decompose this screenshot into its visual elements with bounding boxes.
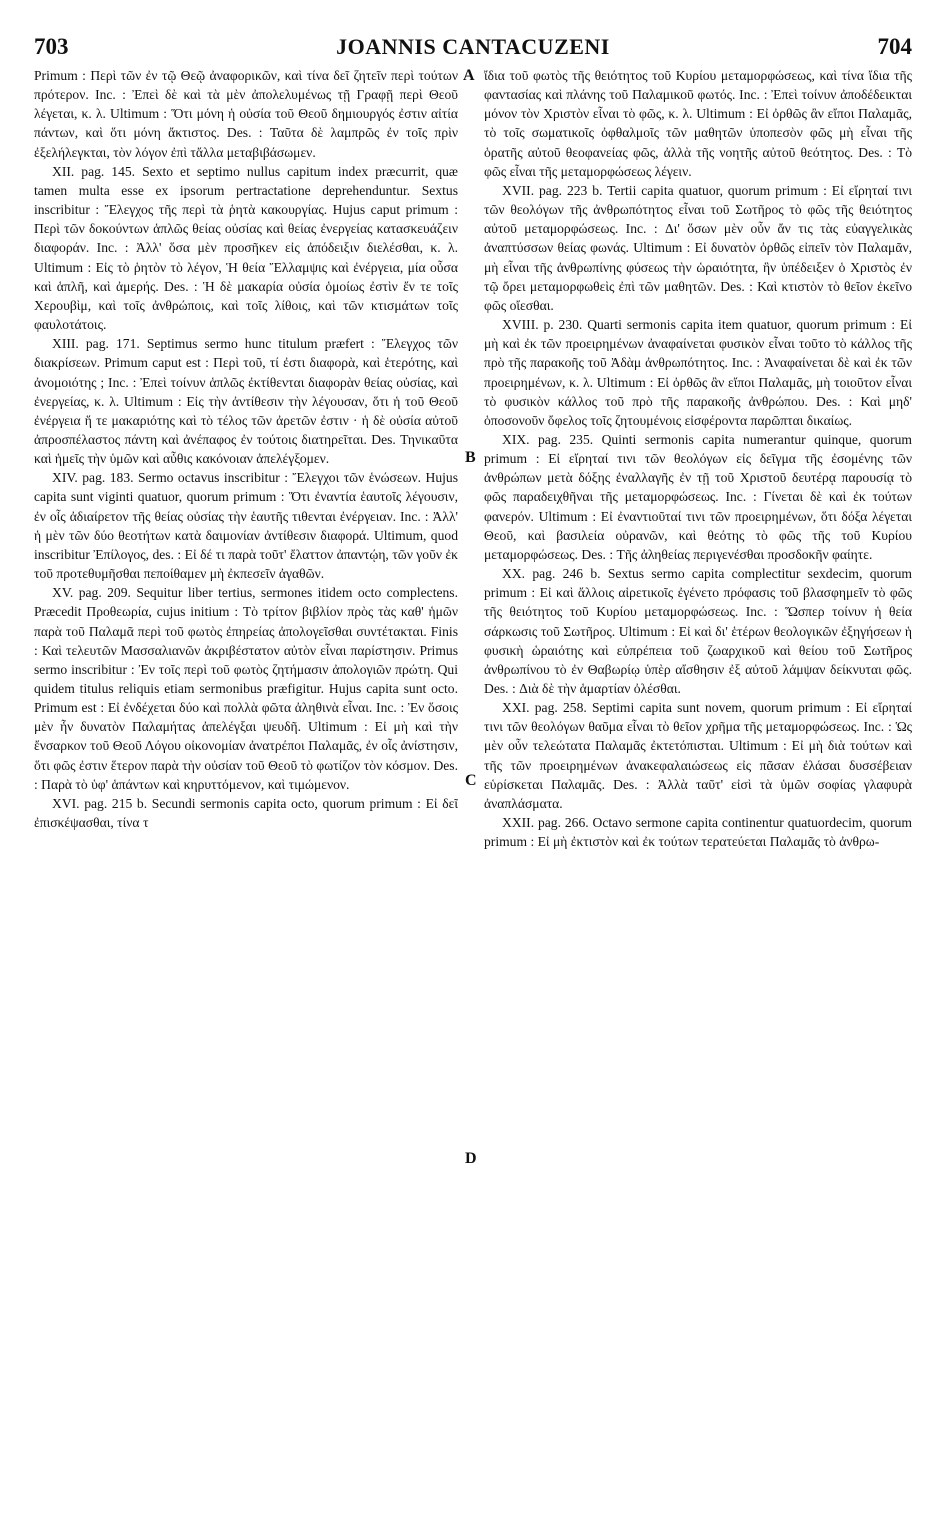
paragraph-primum: Primum : Περὶ τῶν ἐν τῷ Θεῷ ἀναφορικῶν, καὶ τίνα δεῖ ζητεῖν περὶ τούτων πρότερον. Inc. : Ἐπεὶ δὲ καὶ τὰ μὲν ἀπολελυμένως τῇ Γραφῇ περὶ Θεοῦ λέγεται, κ. λ. Ultimum : Ὅτι μόνη ἡ οὐσία τοῦ Θεοῦ δημιουργός ἐστιν αἰτία πάντων, καὶ ὅτι μόνη ἄκτιστος. Des. : Ταῦτα δὲ λαμπρῶς ἐν τοῖς πρὶν ἐξελήλεγκται, τὸν λόγον ἐπὶ τἄλλα μεταβιβάσωμεν. [34, 68, 458, 160]
margin-letter-d: D [465, 1150, 477, 1167]
paragraph-xiii: XIII. pag. 171. Septimus sermo hunc titulum præfert : Ἔλεγχος τῶν διακρίσεων. Primum caput est : Περὶ τοῦ, τί ἐστι διαφορὰ, καὶ ἑτερότης, καὶ ἀνομοιότης ; Inc. : Ἐπεὶ τοίνυν ἁπλῶς ἐκτίθενται διαφορὰν θείας οὐσίας, καὶ ἐνεργείας, κ. λ. Ultimum : Εἰς τὴν ἀντίθεσιν τὴν λέγουσαν, ὅτι ἡ τοῦ Θεοῦ ἐνέργεια ἥ τε μακαριότης καὶ τὸ τέλος τῶν ἀρετῶν ἐστιν · ἡ δὲ οὐσία αὐτοῦ ἀπροσπέλαστος πάντη καὶ ἀνέπαφος ἐν τούτοις διατηρεῖται. Des. Τηνικαῦτα καὶ ἡμεῖς τὴν ὑμῶν καὶ αὖθις κακόνοιαν ἀπελέγξομεν. [34, 336, 458, 467]
page-header [34, 34, 912, 64]
paragraph-continuation: ἴδια τοῦ φωτὸς τῆς θειότητος τοῦ Κυρίου μεταμορφώσεως, καὶ τίνα ἴδια τῆς φαντασίας καὶ πλάνης τοῦ Παλαμικοῦ φωτός. Inc. : Ἐπεὶ τοίνυν ἀποδέδεικται μόνον τὸν Χριστὸν εἶναι τὸ φῶς, κ. λ. Ultimum : Εἰ ὀρθῶς ἂν εἴποι Παλαμᾶς, τὸ τοῖς σωματικοῖς ὀφθαλμοῖς τῶν μαθητῶν ὑποπεσὸν φῶς μὴ εἶναι τῆς ὁρατῆς αὐτοῦ θεοφανείας φῶς, ἀλλὰ τῆς νοητῆς αὐτοῦ θεότητος. Des. : Τὸ φῶς εἶναι τῆς μεταμορφώσεως λέγειν. [484, 68, 912, 179]
paragraph-xviii: XVIII. p. 230. Quarti sermonis capita item quatuor, quorum primum : Εἰ μὴ καὶ ἐκ τῶν προειρημένων ἀναφαίνεται φυσικὸν εἶναι τοῦτο τὸ κάλλος τῆς πρὸ τῆς παρακοῆς τοῦ Ἀδὰμ ἀνθρωπότητος. Inc. : Ἀναφαίνεται δὲ καὶ ἐκ τῶν προειρημένων, κ. λ. Ultimum : Εἰ ὀρθῶς ἂν εἴποι Παλαμᾶς, μὴ τοιοῦτον εἶναι τὸ φυσικὸν κάλλος τοῦ πρὸ τῆς παρακοῆς ἀνθρώπου. Des. : Καὶ μηδ' ὁποσονοῦν ὄφελος τοῖς ζητουμένοις εἰσφέροντα παρῶπται δικαίως. [484, 317, 912, 428]
paragraph-xix: XIX. pag. 235. Quinti sermonis capita numerantur quinque, quorum primum : Εἰ εἴρηταί τινι τῶν θεολόγων εἰς δεῖγμα τῆς ἐσομένης τῶν ἀνθρώπων μετὰ δόξης ἐναλλαγῆς ἐν τῇ τοῦ Χριστοῦ δευτέρᾳ παρουσίᾳ τὸ φῶς παραδειχθῆναι τῆς μεταμορφώσεως. Inc. : Γίνεται δὲ καὶ ἐκ τούτων φανερόν. Ultimum : Εἰ ἐναντιοῦταί τινι τῶν προειρημένων, ὅτι δόξα λέγεται Θεοῦ, καὶ βασιλεία οὐρανῶν, καὶ θεότης τὸ φῶς τῆς τοῦ Κυρίου μεταμορφώσεως. Des. : Τῆς ἀληθείας περιγενέσθαι προσδοκῆν φαίητε. [484, 431, 912, 562]
paragraph-xx: XX. pag. 246 b. Sextus sermo capita complectitur sexdecim, quorum primum : Εἰ καὶ ἄλλοις αἱρετικοῖς ἐγένετο πρόφασις τοῦ βλασφημεῖν τὸ φῶς τῆς θειότητος τοῦ Κυρίου μεταμορφώσεως. Inc. : Ὥσπερ τοίνυν ἡ θεία σάρκωσις τοῦ Σωτῆρος. Ultimum : Εἰ καὶ δι' ἑτέρων θεολογικῶν ἐξηγήσεων ἡ φυσικὴ ὡραιότης καὶ εὐπρέπεια τοῦ ζωαρχικοῦ καὶ θείου τοῦ Σωτῆρος ἀνθρωπίνου τὸ ἐν Θαβωρίῳ ὑπὲρ αἴσθησιν ἐξ αὐτοῦ λάμψαν δείκνυται φῶς. Des. : Διὰ δὲ τὴν ἁμαρτίαν ὀλέσθαι. [484, 566, 912, 696]
running-title: JOANNIS CANTACUZENI [336, 34, 610, 59]
paragraph-xxii: XXII. pag. 266. Octavo sermone capita continentur quatuordecim, quorum primum : Εἰ μὴ ἐκτιστὸν καὶ ἐκ τούτων τερατεύεται Παλαμᾶς τὸ ἀνθρω- [484, 815, 912, 850]
paragraph-xv: XV. pag. 209. Sequitur liber tertius, sermones itidem octo complectens. Præcedit Προθεωρία, cujus initium : Τὸ τρίτον βιβλίον πρὸς τὰς καθ' ἡμῶν παρὰ τοῦ Παλαμᾶ περὶ τοῦ φωτὸς ἐπηρείας ἀπολογεῖσθαι συντέτακται. Finis : Καὶ τελευτῶν Μασσαλιανῶν ἀκριβέστατον αὐτὸν εἶναι παρίστησιν. Primus sermo inscribitur : Ἐν τοῖς περὶ τοῦ φωτὸς ζητήμασιν ἀπολογιῶν πρώτη. Qui quidem titulus reliquis etiam sermonibus præfigitur. Hujus capita sunt octo. Primum est : Εἰ ἐνδέχεται δύο καὶ πολλὰ φῶτα ἀληθινὰ εἶναι. Inc. : Ἐν ὅσοις μὲν ἦν δυνατὸν Παλαμήτας ἀπελέγξαι ψευδῆ. Ultimum : Εἰ μὴ καὶ τὴν ἔνσαρκον τοῦ Θεοῦ Λόγου οἰκονομίαν ἀνατρέποι Παλαμᾶς, ἐν οἷς ἀνίστησιν, ὅτι φῶς ἐστιν ἕτερον παρὰ τὴν οὐσίαν τοῦ Θεοῦ τὸ φωτίζον τὸν κόσμον. Des. : Παρὰ τὸ ὑφ' ἁπάντων καὶ κηρυττόμενον, καὶ τιμώμενον. [34, 585, 458, 792]
paragraph-xiv: XIV. pag. 183. Sermo octavus inscribitur : Ἔλεγχοι τῶν ἑνώσεων. Hujus capita sunt viginti quatuor, quorum primum : Ὅτι ἐναντία ἑαυτοῖς λέγουσιν, ἐν οἷς ἀδιαίρετον τῆς θείας οὐσίας τὴν ἑαυτῆς τιθενται ἐνέργειαν. Inc. : Ἀλλ' ἡ μὲν τῶν δύο θεοτήτων κατὰ δαιμονίαν ἀντίθεσιν διαφορά. Ultimum, quod inscribitur Ἐπίλογος, des. : Εἰ δέ τι παρὰ τοῦτ' ἔλαττον ἀπαντῴη, τῶν γοῦν ἐκ τοῦ προτεθυμῆσθαι πεποίθαμεν μὴ ἐκπεσεῖν ἀγαθῶν. [34, 470, 458, 582]
margin-letter-b: B [465, 449, 476, 466]
left-column [34, 66, 458, 1526]
paragraph-xxi: XXI. pag. 258. Septimi capita sunt novem, quorum primum : Εἰ εἴρηταί τινι τῶν θεολόγων θαῦμα εἶναι τὸ θεῖον χρῆμα τῆς μεταμορφώσεως. Inc. : Ὡς μὲν οὖν τελεώτατα Παλαμᾶς ἐκτετόπισται. Ultimum : Εἰ μὴ διὰ τούτων καὶ τῆς τῶν προειρημένων ἀνακεφαλαιώσεως εἰς πᾶσαν ἐλάσαι δυσσέβειαν εὑρίσκεται Παλαμᾶς. Des. : Ἀλλὰ ταῦτ' εἰσὶ τὰ ὑμῶν σοφίας γλαφυρὰ ἀναπλάσματα. [484, 700, 912, 811]
margin-letter-a: A [463, 67, 475, 84]
paragraph-xii: XII. pag. 145. Sexto et septimo nullus capitum index præcurrit, quæ tamen multa esse ex ipsorum pertractatione deprehenduntur. Sextus inscribitur : Ἔλεγχος τῆς περὶ τὰ ῥητὰ κακουργίας. Hujus caput primum : Περὶ τῶν δοκούντων ἁπλῶς θείας οὐσίας καὶ θείας ἐνεργείας κατασκευάζειν διαφοράν. Inc. : Ἀλλ' ὅσα μὲν προσῆκεν εἰς ἀπόδειξιν διελέσθαι, κ. λ. Ultimum : Εἰς τὸ ῥητὸν τὸ λέγον, Ἡ θεία Ἔλλαμψις καὶ ἐνέργεια, μία οὖσα καὶ ἁπλῆ, καὶ ἀμερής. Des. : Ἡ δὲ μακαρία οὐσία ὁμοίως ἐστὶν ἔν τε τοῖς Χερουβὶμ, καὶ τοῖς ἀνθρώποις, καὶ τοῖς λίθοις, καὶ τῶν κτισμάτων τοῖς φαυλοτάτοις. [34, 163, 458, 333]
margin-letter-c: C [465, 772, 477, 789]
right-column [484, 66, 912, 1526]
page-number-left: 703 [34, 34, 69, 59]
paragraph-xvi: XVI. pag. 215 b. Secundi sermonis capita octo, quorum primum : Εἰ δεῖ ἐπισκέψασθαι, τίνα τ [34, 795, 458, 831]
page-number-right: 704 [877, 34, 912, 59]
paragraph-xvii: XVII. pag. 223 b. Tertii capita quatuor, quorum primum : Εἰ εἴρηταί τινι τῶν θεολόγων τῆς ἀνθρωπότητος εἶναι τοῦ Σωτῆρος τὸ φῶς τῆς θειότητος αὐτοῦ μεταμορφώσεως. Inc. : Δι' ὅσων μὲν οὖν ἄν τις τὰς εὐαγγελικὰς ἀναπτύσσων θείας φωνάς. Ultimum : Εἰ δυνατὸν ὀρθῶς εἰπεῖν τὸν Παλαμᾶν, μὴ εἶναι τῆς ἀνθρωπίνης φύσεως τὴν ὡραιότητα, ἣν ὑπέδειξεν ὁ Χριστὸς ἐν τῷ ὄρει μεταμορφωθεὶς ἐπὶ τῶν μαθητῶν. Des. : Καὶ κτιστὸν τὸ θεῖον ἐκεῖνο φῶς οἴεσθαι. [484, 182, 912, 313]
